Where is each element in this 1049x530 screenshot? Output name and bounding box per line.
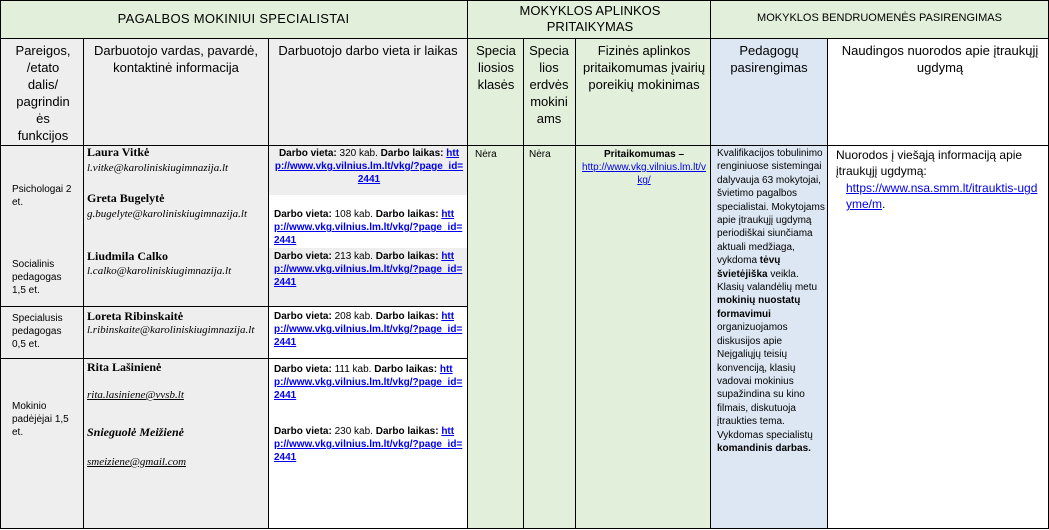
workplace-link[interactable]: http://www.vkg.vilnius.lm.lt/vkg/?page_id=2441 (274, 426, 463, 463)
col-header-spaces: Specia lios erdvės mokini ams (529, 43, 569, 126)
role-special-pedagogue: Specialusis pedagogas 0,5 et. (12, 313, 63, 350)
workplace-1: Darbo vieta: 320 kab. Darbo laikas: http://www.vkg.vilnius.lm.lt/vkg/?page_id=2441 (274, 148, 464, 185)
workplace-link[interactable]: http://www.vkg.vilnius.lm.lt/vkg/?page_id=2441 (274, 364, 463, 401)
role-social-pedagogue: Socialinis pedagogas 1,5 et. (12, 259, 62, 296)
staff-name: Rita Lašinienė (87, 360, 162, 374)
special-spaces-value: Nėra (529, 149, 551, 160)
name-column-bg (83, 38, 268, 528)
workplace-2: Darbo vieta: 108 kab. Darbo laikas: http://www.vkg.vilnius.lm.lt/vkg/?page_id=2441 (274, 209, 463, 246)
role-assistants: Mokinio padėjėjai 1,5 et. (12, 401, 69, 438)
workplace-link[interactable]: http://www.vkg.vilnius.lm.lt/vkg/?page_id=2441 (274, 209, 463, 246)
staff-email: l.calko@karoliniskiugimnazija.lt (87, 265, 232, 277)
links-url-wrap: https://www.nsa.smm.lt/itrauktis-ugdyme/m. (846, 181, 1038, 211)
col-header-place: Darbuotojo darbo vieta ir laikas (278, 43, 458, 58)
env-column-bg (467, 38, 710, 528)
prep-text: Kvalifikacijos tobulinimo renginiuose sistemingai dalyvauja 63 mokytojai, švietimo pagalbos specialistai. Mokytojams apie įtraukųjį ugdymą periodiškai siunčiama aktuali medžiaga, vykdoma tėvų švietėjiška veikla. Klasių valandėlių metu mokinių nuostatų formavimui organizuojamos diskusijos apie Neįgaliųjų teisių konvenciją, klasių vadovai mokinius supažindina su kino filmais, diskutuoja įtraukties tema. Vykdomas specialistų komandinis darbas. (717, 148, 825, 454)
physical-adaptation (582, 148, 706, 187)
staff-name: Laura Vitkė (87, 145, 150, 159)
workplace-link[interactable]: http://www.vkg.vilnius.lm.lt/vkg/?page_id=2441 (274, 148, 464, 185)
col-header-role: Pareigos, /etato dalis/ pagrindin ės funkcijos (15, 43, 71, 143)
col-header-classes: Specia liosios klasės (476, 43, 516, 92)
staff-email: smeiziene@gmail.com (87, 456, 187, 468)
header-group1: PAGALBOS MOKINIUI SPECIALISTAI (117, 11, 350, 26)
workplace-4: Darbo vieta: 208 kab. Darbo laikas: http://www.vkg.vilnius.lm.lt/vkg/?page_id=2441 (274, 311, 463, 348)
staff-name: Loreta Ribinskaitė (87, 309, 184, 323)
workplace-link[interactable]: http://www.vkg.vilnius.lm.lt/vkg/?page_id=2441 (274, 311, 463, 348)
staff-name: Liudmila Calko (87, 249, 169, 263)
workplace-link[interactable]: http://www.vkg.vilnius.lm.lt/vkg/?page_id=2441 (274, 251, 463, 288)
links-column-bg (827, 38, 1049, 528)
col-header-links: Naudingos nuorodos apie įtraukųjį ugdymą (841, 43, 1039, 75)
staff-email: l.vitke@karoliniskiugimnazija.lt (87, 162, 229, 174)
col-header-physical: Fizinės aplinkos pritaikomumas įvairių poreikių mokinimas (582, 43, 706, 92)
physical-label: Pritaikomumas – (603, 149, 685, 160)
workplace-3: Darbo vieta: 213 kab. Darbo laikas: http://www.vkg.vilnius.lm.lt/vkg/?page_id=2441 (274, 251, 463, 288)
role-psychologists: Psichologai 2 et. (12, 184, 72, 208)
staff-email: g.bugelyte@karoliniskiugimnazija.lt (87, 208, 248, 220)
workplace-6: Darbo vieta: 230 kab. Darbo laikas: http://www.vkg.vilnius.lm.lt/vkg/?page_id=2441 (274, 426, 463, 463)
physical-link[interactable]: http://www.vkg.vilnius.lm.lt/vkg/ (582, 162, 706, 186)
special-classes-value: Nėra (475, 149, 497, 160)
staff-email: rita.lasiniene@vvsb.lt (87, 389, 184, 401)
workplace-5: Darbo vieta: 111 kab. Darbo laikas: http://www.vkg.vilnius.lm.lt/vkg/?page_id=2441 (274, 364, 463, 401)
col-header-prep: Pedagogų pasirengimas (730, 43, 808, 75)
header-group2: MOKYKLOS APLINKOS PRITAIKYMAS (519, 3, 661, 34)
nsa-link[interactable]: https://www.nsa.smm.lt/itrauktis-ugdyme/m (846, 181, 1038, 211)
staff-name: Greta Bugelytė (87, 191, 165, 205)
links-text: Nuorodos į viešąją informaciją apie įtraukųjį ugdymą: (836, 148, 1023, 178)
staff-name: Snieguolė Meižienė (87, 425, 185, 439)
header-group3: MOKYKLOS BENDRUOMENĖS PASIRENGIMAS (757, 12, 1002, 24)
col-header-name: Darbuotojo vardas, pavardė, kontaktinė informacija (93, 43, 259, 75)
staff-email: l.ribinskaite@karoliniskiugimnazija.lt (87, 324, 255, 336)
